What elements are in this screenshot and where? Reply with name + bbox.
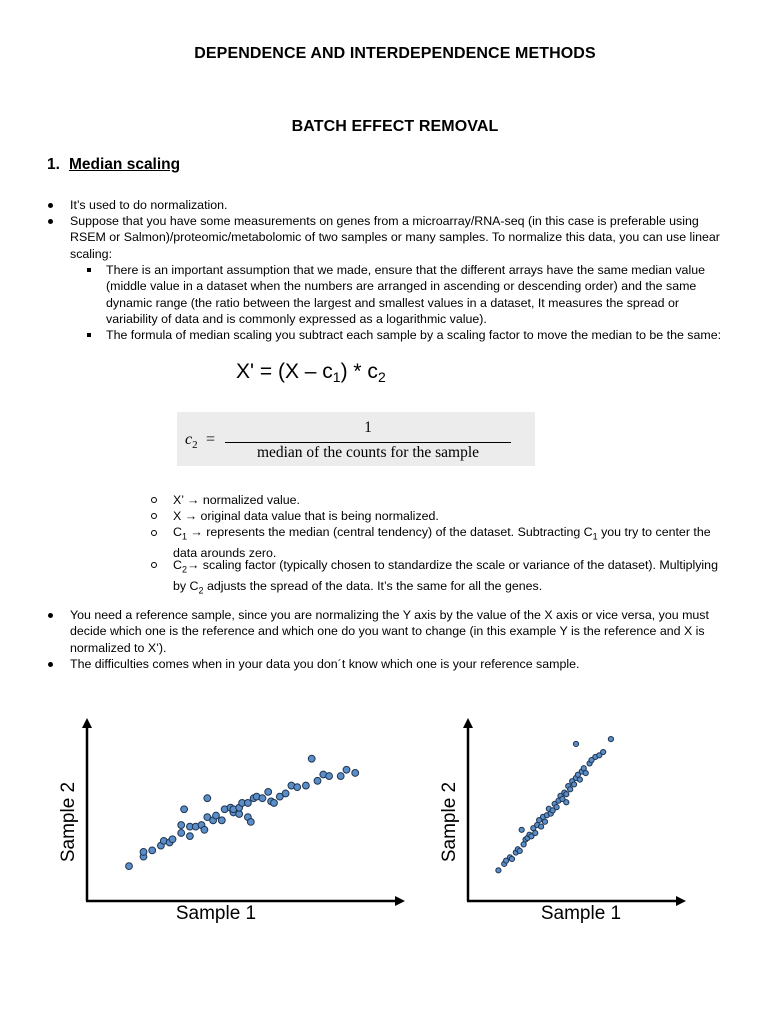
scatter-point [236, 811, 243, 818]
scatter-point [259, 795, 266, 802]
scatter-point [564, 800, 569, 805]
scatter-chart-1 [50, 715, 410, 930]
sub-bullet-assumption: There is an important assumption that we made, ensure that the different arrays have the same median value (middle value in a dataset when the numbers are arranged in ascending or descending order) and the same dynamic range (the ratio between the largest and smallest values in a dataset, It measures the spread or variability of data and is commonly expressed as a logarithmic value). [106, 263, 705, 326]
heading-median-scaling [47, 156, 180, 174]
scatter-point [601, 749, 606, 754]
sub-bullet-marker [87, 333, 91, 337]
definition-marker [151, 497, 157, 503]
scatter-point [519, 827, 524, 832]
scatter-point [178, 822, 185, 829]
y-axis-label: Sample 2 [439, 781, 460, 863]
scatter-point [181, 806, 188, 813]
definition-c1-text: → represents the median (central tendency) of the dataset. Subtracting C [186, 525, 593, 539]
x-axis-label: Sample 1 [540, 903, 622, 924]
definition-c2-tail: adjusts the spread of the data. It’s the same for all the genes. [203, 578, 543, 593]
definition-c2-symbol: C [173, 558, 182, 572]
scatter-point [213, 812, 220, 819]
eq2-lhs [185, 431, 198, 451]
median-scaling-equation [236, 360, 386, 385]
scatter-point [303, 782, 310, 789]
scatter-point [314, 777, 321, 784]
heading-text: Median scaling [69, 156, 181, 173]
scatter-point [352, 770, 359, 777]
definition-c2 [173, 557, 733, 599]
definition-c2-text: → scaling factor (typically chosen to standardize the scale or variance of the dataset). Multiplying by C [173, 558, 718, 593]
eq2-numerator: 1 [364, 419, 372, 436]
scatter-point [571, 782, 576, 787]
scatter-point [204, 795, 211, 802]
eq2-equals: = [206, 431, 216, 448]
scatter-point [583, 771, 588, 776]
scatter-point [245, 800, 252, 807]
scatter-point [326, 773, 333, 780]
bullet-measurements: Suppose that you have some measurements on genes from a microarray/RNA-seq (in this case is preferable using RSEM or Salmon)/proteomic/metabolomic of two samples or many samples. To normalize this data, you can use linear scaling: [70, 214, 720, 261]
scatter-point [538, 824, 543, 829]
bullet-marker [48, 219, 53, 224]
scatter-point [201, 826, 208, 833]
scatter-point [294, 784, 301, 791]
definition-c2-sub: 2 [181, 564, 187, 575]
scatter-point [126, 863, 133, 870]
eq2-fraction-bar [225, 442, 511, 443]
definition-c1-sub: 1 [181, 531, 187, 542]
y-axis-label: Sample 2 [58, 781, 79, 863]
scatter-point [568, 787, 573, 792]
definition-original: X → original data value that is being normalized. [173, 509, 439, 523]
scatter-point [533, 830, 538, 835]
bullet-difficulties: The difficulties comes when in your data you don´t know which one is your reference sample. [70, 657, 580, 671]
document-title: DEPENDENCE AND INTERDEPENDENCE METHODS [194, 45, 596, 62]
eq2-lhs-symbol: c [185, 431, 193, 448]
scatter-point [517, 848, 522, 853]
scatter-point [247, 819, 254, 826]
eq2-denominator: median of the counts for the sample [256, 444, 480, 461]
eq1-sub1: 1 [332, 369, 341, 385]
scatter-points [126, 755, 359, 869]
scatter-point [509, 856, 514, 861]
scatter-point [178, 830, 185, 837]
scatter-point [496, 868, 501, 873]
scatter-point [140, 849, 147, 856]
scatter-point [265, 788, 272, 795]
scatter-point [149, 847, 156, 854]
bullet-marker [48, 662, 53, 667]
bullet-marker [48, 613, 53, 618]
bullet-reference-sample: You need a reference sample, since you are normalizing the Y axis by the value of the X axis or vice versa, you must decide which one is the reference and which one do you want to change (in this example Y is the reference and X is normalized to X’). [70, 608, 709, 655]
bullet-normalization: It’s used to do normalization. [70, 198, 228, 212]
definition-marker [151, 562, 157, 568]
x-axis-label: Sample 1 [175, 903, 257, 924]
scaling-factor-equation [177, 412, 535, 466]
scatter-point [564, 792, 569, 797]
scatter-point [337, 773, 344, 780]
definition-c1 [173, 524, 733, 561]
sub-bullet-formula: The formula of median scaling you subtract each sample by a scaling factor to move the median to be the same: [106, 328, 722, 342]
definition-c1-tail: you try to center the data arounds zero. [173, 525, 711, 560]
bullet-marker [48, 203, 53, 208]
scatter-chart-2 [435, 715, 695, 930]
definition-c1-sub2: 1 [592, 531, 598, 542]
scatter-point [282, 790, 289, 797]
scatter-points [496, 737, 614, 873]
scatter-point [608, 737, 613, 742]
eq1-lhs: X' = (X – c [236, 360, 333, 383]
scatter-point [554, 805, 559, 810]
sub-bullet-marker [87, 268, 91, 272]
definition-normalized: X’ → normalized value. [173, 493, 300, 507]
scatter-point [187, 833, 194, 840]
definition-marker [151, 530, 157, 536]
scatter-point [169, 836, 176, 843]
scatter-point [343, 766, 350, 773]
scatter-point [542, 819, 547, 824]
scatter-point [577, 777, 582, 782]
scatter-point [308, 755, 315, 762]
definition-c1-symbol: C [173, 525, 182, 539]
heading-number: 1. [47, 156, 60, 173]
scatter-point [271, 800, 278, 807]
definition-c2-sub2: 2 [198, 585, 204, 596]
scatter-point [218, 817, 225, 824]
scatter-point [573, 741, 578, 746]
eq2-lhs-sub: 2 [192, 439, 198, 452]
section-title: BATCH EFFECT REMOVAL [291, 118, 499, 135]
eq1-mid: ) * c [340, 360, 378, 383]
eq1-sub2: 2 [377, 369, 386, 385]
definition-marker [151, 513, 157, 519]
